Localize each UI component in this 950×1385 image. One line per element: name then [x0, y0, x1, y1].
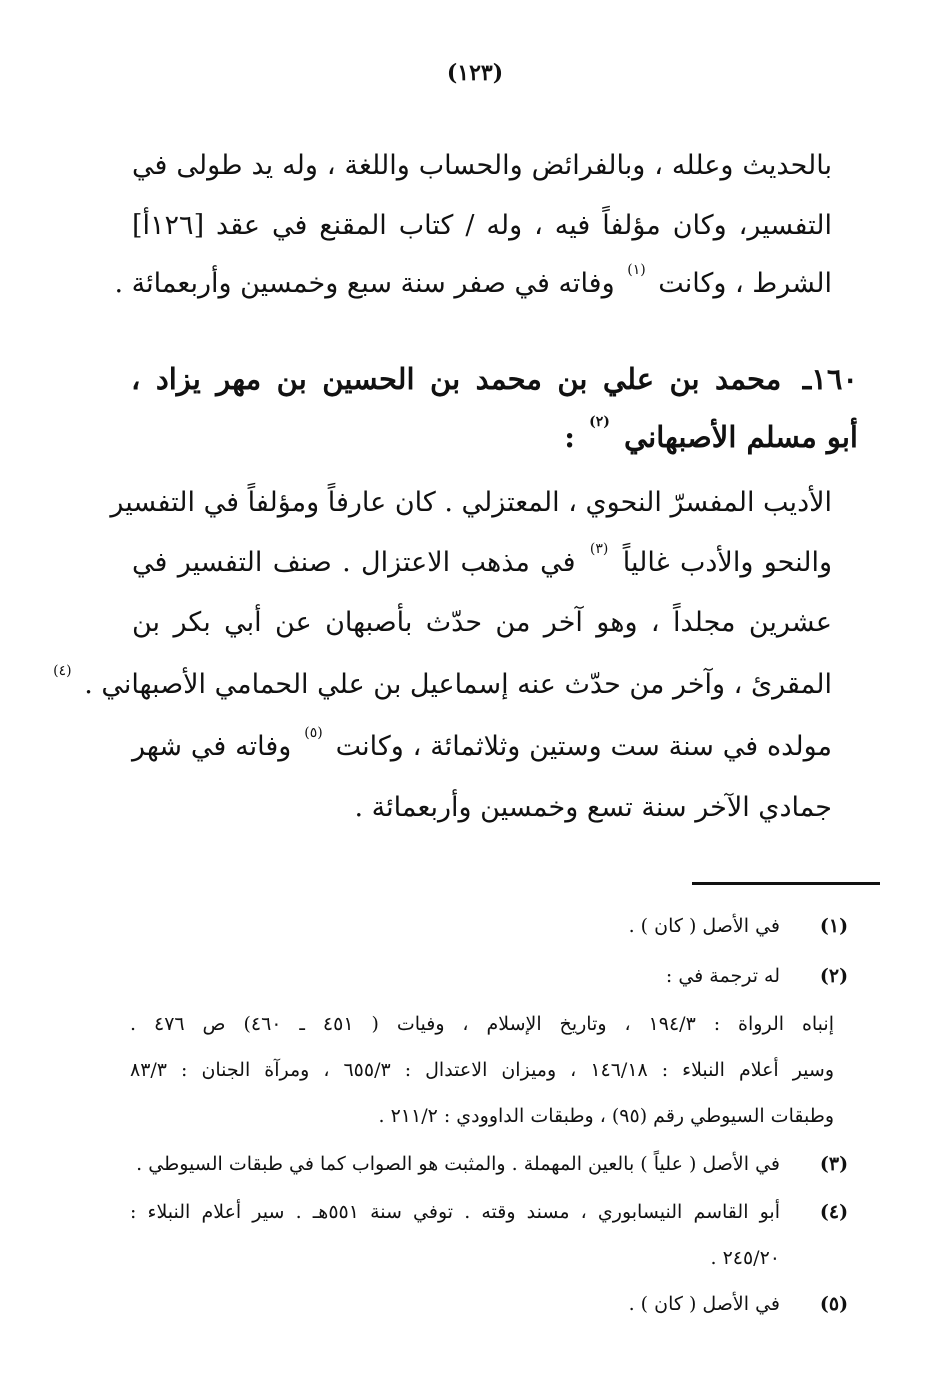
footnote-separator: [692, 882, 880, 885]
footnote-ref-5[interactable]: (٥): [304, 725, 323, 741]
intro-line-2: التفسير، وكان مؤلفاً فيه ، وله / كتاب المقنع في عقد [١٢٦أ]: [132, 210, 832, 241]
footnote-text-cont: ٢٤٥/٢٠ .: [710, 1247, 780, 1269]
intro-line-1: بالحديث وعلله ، وبالفرائض والحساب واللغة ، وله يد طولى في: [132, 150, 832, 181]
footnote-ref-1[interactable]: (١): [627, 262, 646, 278]
footnote-text: في الأصل ( علياً ) بالعين المهملة . والمثبت هو الصواب كما في طبقات السيوطي .: [136, 1153, 780, 1175]
footnote-number: (٢): [819, 965, 849, 987]
footnote-text-cont: وسير أعلام النبلاء : ١٤٦/١٨ ، وميزان الاعتدال : ٦٥٥/٣ ، ومرآة الجنان : ٨٣/٣: [130, 1059, 835, 1081]
entry-line-3: عشرين مجلداً ، وهو آخر من حدّث بأصبهان عن أبي بكر بن: [132, 607, 832, 638]
entry-line-5b: وفاته في شهر: [132, 731, 292, 762]
entry-line-1: الأديب المفسرّ النحوي ، المعتزلي . كان عارفاً ومؤلفاً في التفسير: [110, 487, 832, 518]
entry-number: ١٦٠ـ: [802, 362, 858, 396]
footnote-ref-4[interactable]: (٤): [53, 663, 72, 679]
entry-line-2: [132, 541, 832, 578]
entry-line-5a: مولده في سنة ست وستين وثلاثمائة ، وكانت: [335, 731, 832, 762]
page-number: (١٢٣): [446, 60, 504, 86]
entry-line-2a: والنحو والأدب غالياً: [622, 547, 832, 578]
footnote-number: (٣): [819, 1153, 849, 1175]
footnote-number: (٤): [819, 1201, 849, 1223]
entry-line-2b: في مذهب الاعتزال . صنف التفسير في: [132, 547, 576, 578]
footnote-text: أبو القاسم النيسابوري ، مسند وقته . توفي سنة ٥٥١هـ . سير أعلام النبلاء :: [130, 1201, 780, 1223]
footnote-ref-2[interactable]: (٢): [589, 414, 610, 430]
footnote-ref-3[interactable]: (٣): [589, 541, 609, 557]
footnote-text: له ترجمة في :: [665, 965, 780, 987]
footnote-text: في الأصل ( كان ) .: [628, 915, 780, 937]
footnote-number: (٥): [819, 1293, 849, 1315]
intro-line-3b: وفاته في صفر سنة سبع وخمسين وأربعمائة .: [114, 268, 615, 299]
footnote-number: (١): [819, 915, 849, 937]
intro-line-3: [114, 262, 832, 299]
footnote-text: في الأصل ( كان ) .: [628, 1293, 780, 1315]
footnote-text-cont: وطبقات السيوطي رقم (٩٥) ، وطبقات الداوودي : ٢١١/٢ .: [378, 1105, 834, 1127]
entry-line-5: [132, 725, 832, 762]
intro-line-3a: الشرط ، وكانت: [658, 268, 832, 299]
entry-heading-name: محمد بن علي بن محمد بن الحسين بن مهر يزاد ،: [131, 362, 782, 396]
entry-line-6: جمادي الآخر سنة تسع وخمسين وأربعمائة .: [354, 792, 832, 823]
entry-line-4a: المقرئ ، وآخر من حدّث عنه إسماعيل بن علي الحمامي الأصبهاني .: [84, 669, 832, 700]
entry-heading-line-1: [131, 362, 858, 396]
entry-heading-kunya: أبو مسلم الأصبهاني: [623, 420, 858, 454]
entry-heading-line-2: [564, 414, 858, 454]
entry-heading-colon: :: [564, 420, 575, 454]
entry-line-4: [53, 663, 832, 700]
footnote-text-cont: إنباه الرواة : ١٩٤/٣ ، وتاريخ الإسلام ، وفيات ( ٤٥١ ـ ٤٦٠) ص ٤٧٦ .: [130, 1013, 834, 1035]
